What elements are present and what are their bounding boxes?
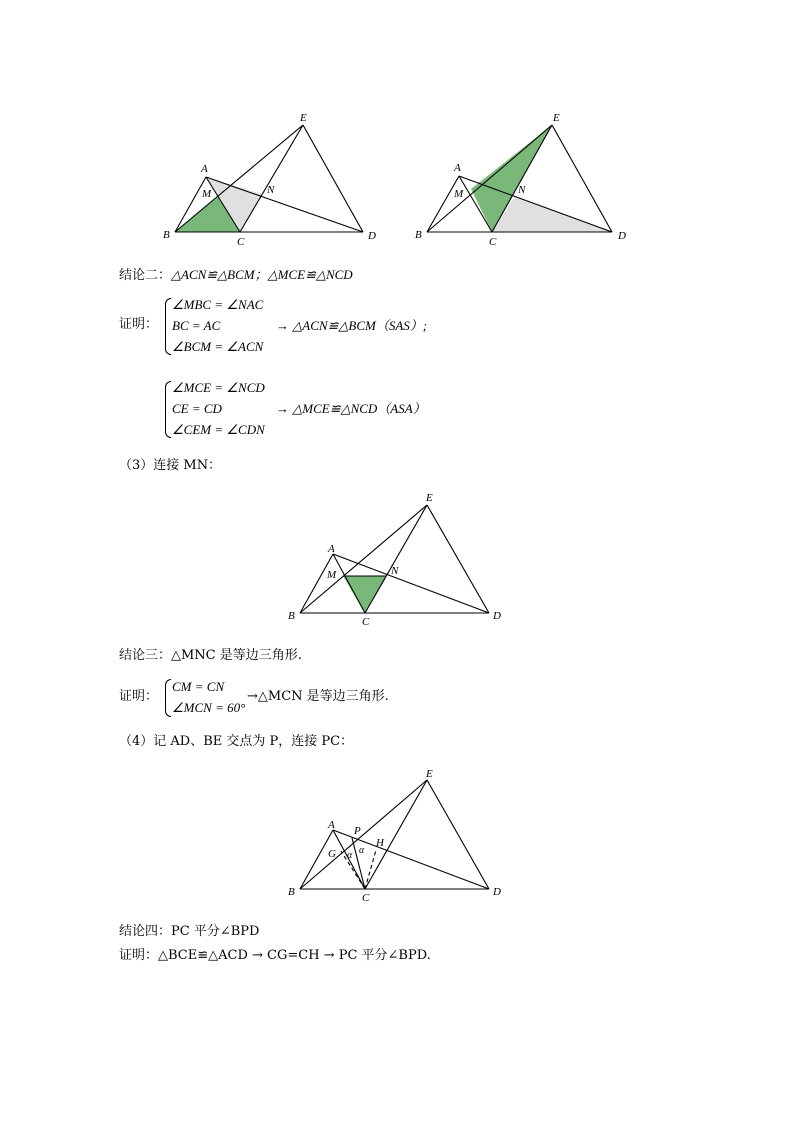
proof-2-sys1-line1: ∠MBC = ∠NAC bbox=[172, 297, 264, 312]
proof-3-sys-line2: ∠MCN = 60° bbox=[172, 700, 246, 715]
label-e: E bbox=[553, 112, 560, 124]
proof-2-sys1-line3: ∠BCM = ∠ACN bbox=[172, 339, 264, 354]
brace-1 bbox=[165, 298, 171, 355]
label-m: M bbox=[454, 188, 464, 200]
brace-3 bbox=[165, 679, 171, 717]
label-c: C bbox=[362, 892, 370, 904]
proof-2-result-1: → △ACN≌△BCM（SAS）; bbox=[276, 318, 428, 333]
figure-4 bbox=[0, 760, 794, 910]
segment-ch-dashed bbox=[365, 850, 376, 889]
proof-2-result-2: → △MCE≌△NCD（ASA） bbox=[276, 401, 426, 416]
label-c: C bbox=[489, 236, 497, 248]
step-3: （3）连接 MN： bbox=[119, 458, 222, 473]
segment-ba bbox=[300, 554, 333, 613]
segment-ad bbox=[333, 830, 489, 889]
label-b: B bbox=[163, 229, 170, 241]
label-e: E bbox=[426, 492, 433, 504]
label-h: H bbox=[376, 837, 384, 849]
label-n: N bbox=[267, 184, 275, 196]
label-n: N bbox=[391, 565, 399, 577]
label-alpha-2: α bbox=[359, 845, 365, 856]
label-d: D bbox=[368, 230, 376, 242]
label-a: A bbox=[328, 543, 335, 555]
proof-3-sys-line1: CM = CN bbox=[172, 679, 225, 694]
label-m: M bbox=[202, 188, 212, 200]
conclusion-2 bbox=[119, 266, 353, 285]
label-c: C bbox=[362, 616, 370, 628]
label-a: A bbox=[454, 162, 461, 174]
proof-3-result: →△MCN 是等边三角形. bbox=[247, 689, 389, 704]
segment-be bbox=[300, 780, 427, 889]
label-d: D bbox=[493, 886, 501, 898]
label-p: P bbox=[354, 825, 361, 837]
label-c: C bbox=[237, 236, 245, 248]
conclusion-4: 结论四：PC 平分∠BPD bbox=[119, 924, 260, 939]
label-g: G bbox=[328, 848, 336, 860]
label-b: B bbox=[288, 886, 295, 898]
segment-ed bbox=[427, 780, 489, 889]
label-alpha-1: α bbox=[347, 850, 353, 861]
proof-2-sys2-line1: ∠MCE = ∠NCD bbox=[172, 380, 265, 395]
conclusion-2-label: 结论二： bbox=[119, 268, 172, 283]
label-b: B bbox=[288, 610, 295, 622]
shaded-triangle-ncd bbox=[492, 196, 612, 232]
label-d: D bbox=[618, 230, 626, 242]
segment-ba bbox=[427, 176, 459, 232]
figure-3 bbox=[0, 480, 794, 640]
label-m: M bbox=[327, 569, 337, 581]
proof-2-label: 证明： bbox=[119, 317, 159, 332]
proof-2-sys2-line3: ∠CEM = ∠CDN bbox=[172, 422, 265, 437]
label-b: B bbox=[415, 229, 422, 241]
label-a: A bbox=[201, 163, 208, 175]
label-a: A bbox=[328, 819, 335, 831]
segment-ed bbox=[427, 505, 489, 613]
conclusion-2-statement: △ACN≌△BCM；△MCE≌△NCD bbox=[171, 267, 353, 282]
brace-2 bbox=[165, 381, 171, 438]
segment-ce bbox=[365, 780, 427, 889]
shaded-triangle-mnc bbox=[343, 576, 386, 613]
proof-4: 证明：△BCE≌△ACD → CG=CH → PC 平分∠BPD. bbox=[119, 948, 431, 963]
figure-2 bbox=[0, 0, 794, 260]
label-e: E bbox=[426, 768, 433, 780]
proof-3-label: 证明： bbox=[119, 689, 159, 704]
segment-ce bbox=[365, 505, 427, 613]
proof-2-sys1-line2: BC = AC bbox=[172, 318, 221, 333]
label-d: D bbox=[493, 610, 501, 622]
label-e: E bbox=[300, 112, 307, 124]
conclusion-3: 结论三：△MNC 是等边三角形. bbox=[119, 648, 302, 663]
step-4: （4）记 AD、BE 交点为 P，连接 PC： bbox=[119, 734, 354, 749]
label-n: N bbox=[518, 184, 526, 196]
proof-2-sys2-line2: CE = CD bbox=[172, 401, 222, 416]
